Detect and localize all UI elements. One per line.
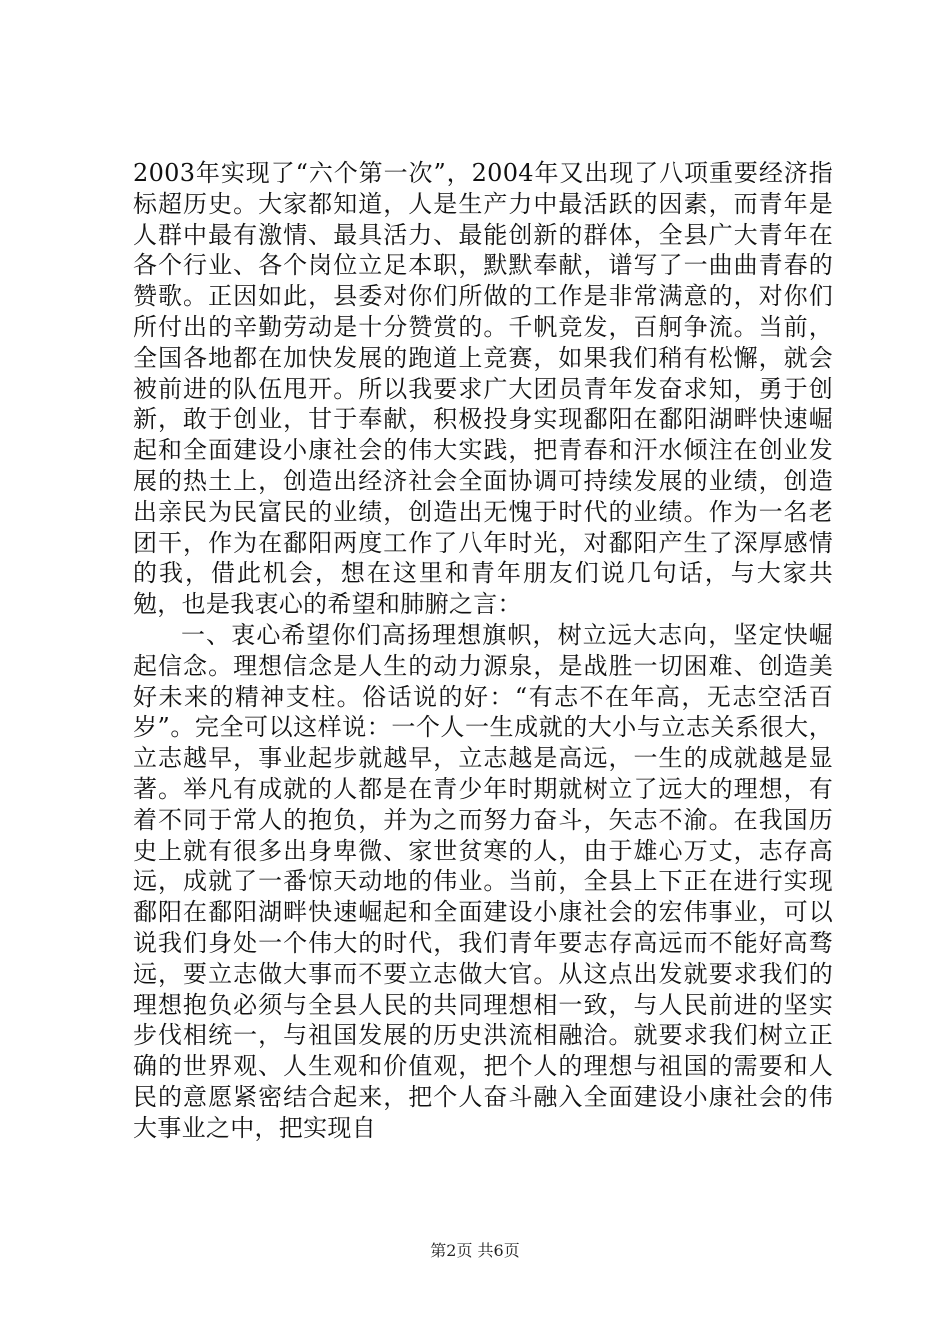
page-footer [0,1241,950,1261]
paragraph-2: 一、衷心希望你们高扬理想旗帜，树立远大志向，坚定快崛起信念。理想信念是人生的动力源泉，是战胜一切困难、创造美好未来的精神支柱。俗话说的好：“有志不在年高，无志空活百岁”。完全可以这样说：一个人一生成就的大小与立志关系很大，立志越早，事业起步就越早，立志越是高远，一生的成就越是显著。举凡有成就的人都是在青少年时期就树立了远大的理想，有着不同于常人的抱负，并为之而努力奋斗，矢志不渝。在我国历史上就有很多出身卑微、家世贫寒的人，由于雄心万丈，志存高远，成就了一番惊天动地的伟业。当前，全县上下正在进行实现鄱阳在鄱阳湖畔快速崛起和全面建设小康社会的宏伟事业，可以说我们身处一个伟大的时代，我们青年要志存高远而不能好高骛远，要立志做大事而不要立志做大官。从这点出发就要求我们的理想抱负必须与全县人民的共同理想相一致，与人民前进的坚实步伐相统一，与祖国发展的历史洪流相融洽。就要求我们树立正确的世界观、人生观和价值观，把个人的理想与祖国的需要和人民的意愿紧密结合起来，把个人奋斗融入全面建设小康社会的伟大事业之中，把实现自 [133,620,833,1142]
document-body [133,158,833,1144]
page-number-label: 第2页 共6页 [430,1241,520,1260]
paragraph-1: 2003年实现了“六个第一次”，2004年又出现了八项重要经济指标超历史。大家都知道，人是生产力中最活跃的因素，而青年是人群中最有激情、最具活力、最能创新的群体，全县广大青年在各个行业、各个岗位立足本职，默默奉献，谱写了一曲曲青春的赞歌。正因如此，县委对你们所做的工作是非常满意的，对你们所付出的辛勤劳动是十分赞赏的。千帆竞发，百舸争流。当前，全国各地都在加快发展的跑道上竞赛，如果我们稍有松懈，就会被前进的队伍甩开。所以我要求广大团员青年发奋求知，勇于创新，敢于创业，甘于奉献，积极投身实现鄱阳在鄱阳湖畔快速崛起和全面建设小康社会的伟大实践，把青春和汗水倾注在创业发展的热土上，创造出经济社会全面协调可持续发展的业绩，创造出亲民为民富民的业绩，创造出无愧于时代的业绩。作为一名老团干，作为在鄱阳两度工作了八年时光，对鄱阳产生了深厚感情的我，借此机会，想在这里和青年朋友们说几句话，与大家共勉，也是我衷心的希望和肺腑之言： [133,159,833,619]
